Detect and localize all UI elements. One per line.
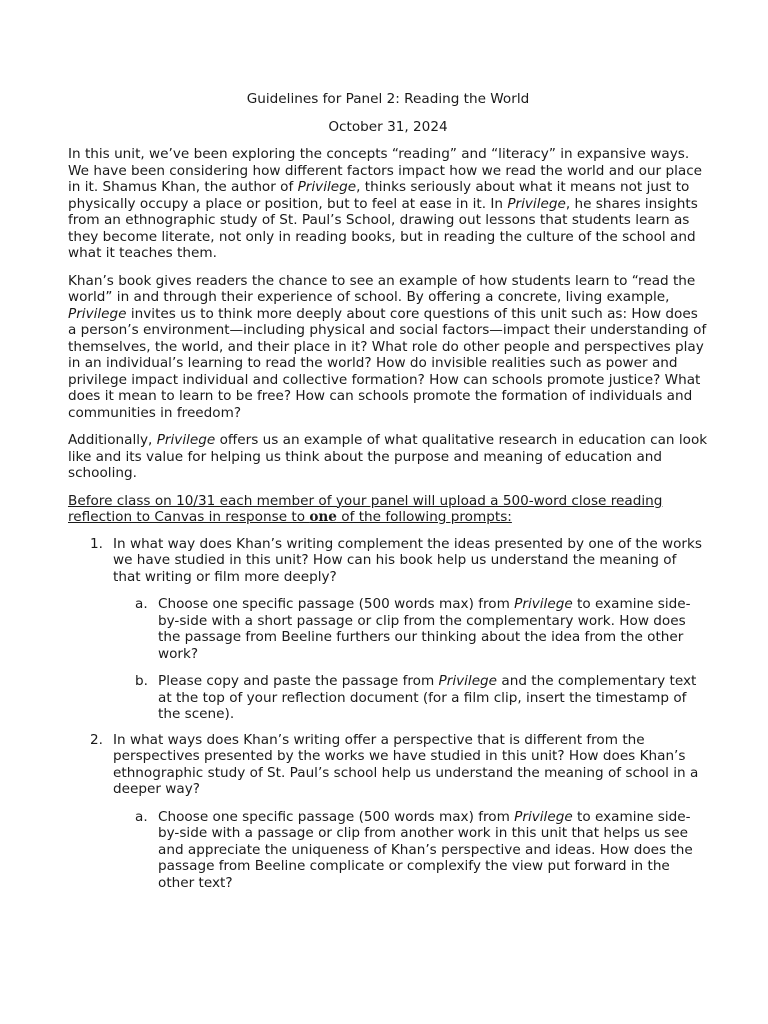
document-page: [68, 91, 708, 900]
prompt-text: In what way does Khan’s writing complement the ideas presented by one of the works we have studied in this unit? How can his book help us understand the meaning of that writing or film more deeply?: [113, 535, 702, 585]
text-run: Choose one specific passage (500 words max) from: [158, 596, 515, 612]
text-run: Khan’s book gives readers the chance to see an example of how students learn to “read the world” in and through their experience of school. By offering a concrete, living example,: [68, 272, 696, 305]
sub-prompt-item: [113, 809, 708, 892]
text-run: Choose one specific passage (500 words max) from: [158, 808, 515, 825]
book-title: Privilege: [156, 432, 216, 448]
text-run: , thinks seriously about what it means not just to physically occupy a place or position, but to feel at ease in it. In: [68, 179, 690, 212]
sub-prompt-letter: a.: [135, 808, 148, 825]
text-run: to examine side-by-side with a passage or clip from another work in this unit that helps us see and appreciate the uniqueness of Khan’s perspective and ideas. How does the passage from Beeline complicate or complexify the view put forward in the other text?: [158, 808, 693, 891]
prompt-number: 2.: [90, 731, 103, 748]
text-run: of the following prompts:: [336, 509, 512, 525]
book-title: Privilege: [297, 179, 357, 195]
prompt-item: [68, 732, 708, 892]
text-run: invites us to think more deeply about core questions of this unit such as: How does a person’s environment—including physical and social factors—impact their understanding of themselves, the world, and their place in it? What role do other people and perspectives play in an individual’s learning to read the world? How do invisible realities such as power and privilege impact individual and collective formation? How can schools promote justice? What does it mean to learn to be free? How can schools promote the formation of individuals and communities in freedom?: [68, 305, 707, 421]
prompt-number: 1.: [90, 535, 103, 552]
emphasis-one: one: [309, 509, 337, 525]
sub-prompt-item: [113, 673, 708, 723]
text-run: and the complementary text at the top of your reflection document (for a film clip, insert the timestamp of the scene).: [158, 673, 697, 722]
prompt-text: In what ways does Khan’s writing offer a perspective that is different from the perspectives presented by the works we have studied in this unit? How does Khan’s ethnographic study of St. Paul’s school help us understand the meaning of school in a deeper way?: [113, 731, 699, 797]
document-title: Guidelines for Panel 2: Reading the World: [246, 91, 530, 107]
text-run: offers us an example of what qualitative research in education can look like and its value for helping us think about the purpose and meaning of education and schooling.: [68, 432, 708, 481]
book-title: Privilege: [68, 305, 127, 322]
sub-prompt-list: [113, 596, 708, 723]
book-title: Privilege: [514, 596, 573, 612]
intro-paragraph: [68, 146, 708, 262]
text-run: Please copy and paste the passage from: [158, 673, 439, 689]
sub-prompt-letter: a.: [135, 596, 148, 612]
book-title: Privilege: [507, 195, 566, 212]
research-paragraph: [68, 432, 708, 482]
sub-prompt-letter: b.: [135, 673, 148, 689]
text-run: In this unit, we’ve been exploring the concepts “reading” and “literacy” in expansive ways. We have been considering how different factors impact how we read the world and our place in it. Shamus Khan, the author of: [68, 146, 703, 195]
book-title: Privilege: [514, 808, 573, 825]
prompt-list: [68, 536, 708, 892]
prompt-item: [68, 536, 708, 723]
document-date: October 31, 2024: [328, 118, 448, 135]
book-title: Privilege: [438, 673, 498, 689]
questions-paragraph: [68, 273, 708, 422]
sub-prompt-list: [113, 809, 708, 892]
assignment-instructions: [68, 493, 708, 526]
text-run: Additionally,: [68, 432, 157, 448]
text-run: , he shares insights from an ethnographic study of St. Paul’s School, drawing out lessons that students learn as they become literate, not only in reading books, but in reading the culture of the school and what it teaches them.: [68, 195, 698, 261]
text-run: to examine side-by-side with a short passage or clip from the complementary work. How does the passage from Beeline furthers our thinking about the idea from the other work?: [158, 596, 691, 662]
text-run: Before class on 10/31 each member of your panel will upload a 500-word close reading reflection to Canvas in response to: [68, 492, 663, 525]
sub-prompt-item: [113, 596, 708, 662]
